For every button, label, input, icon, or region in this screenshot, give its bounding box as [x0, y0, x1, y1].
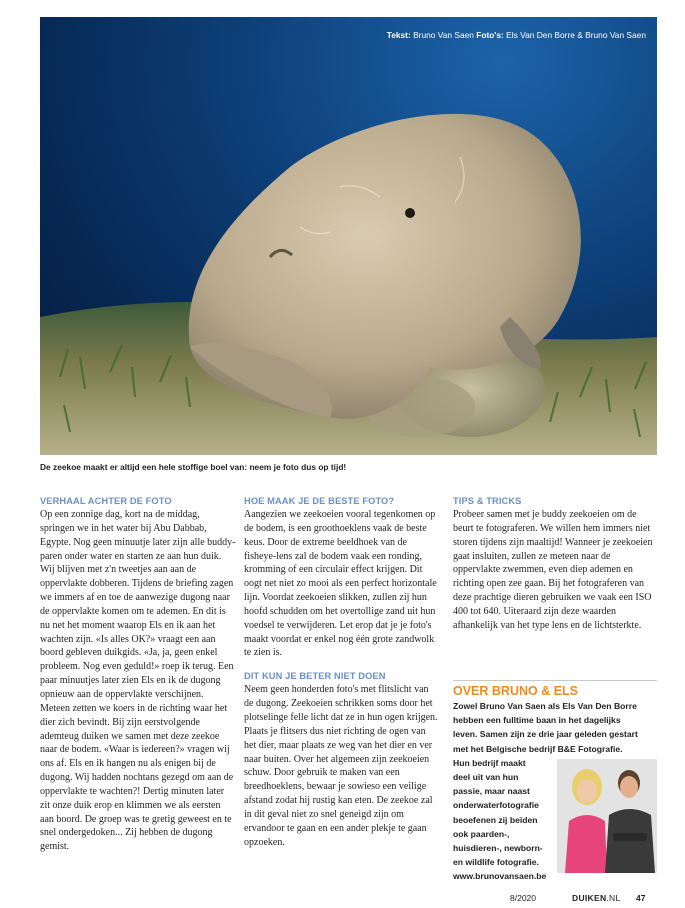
about-line: leven. Samen zijn ze drie jaar geleden gestart	[453, 729, 638, 740]
photo-credit: Tekst: Bruno Van Saen Foto's: Els Van Den Borre & Bruno Van Saen	[386, 30, 646, 40]
author-portrait	[557, 759, 657, 873]
section-heading: TIPS & TRICKS	[453, 496, 522, 506]
about-website: www.brunovansaen.be	[453, 871, 547, 882]
about-line: ook paarden-,	[453, 828, 510, 839]
page-number: 47	[636, 893, 646, 903]
hero-photo	[40, 17, 657, 455]
magazine-brand: DUIKEN.NL	[572, 893, 621, 903]
about-rule	[453, 680, 657, 681]
column-story	[40, 495, 236, 854]
issue-number: 8/2020	[510, 893, 536, 903]
about-line: huisdieren-, newborn-	[453, 843, 543, 854]
about-line: deel uit van hun	[453, 772, 519, 783]
about-line: Zowel Bruno Van Saen als Els Van Den Borre	[453, 701, 637, 711]
about-line: beoefenen zij beiden	[453, 814, 538, 825]
about-narrow-text	[453, 756, 557, 884]
best-photo-text: Aangezien we zeekoeien vooral tegenkomen op de bodem, is een groothoeklens vaak de beste keus. Door de extreme beeldhoek van de fisheye-lens zal de bodem vaak een ronding, kromming of een circulair effect krijgen. Dit oogt net niet zo mooi als een perfect horizontale lijn. Voordat zeekoeien slikken, zullen zij hun hoofd schudden om het overtollige zand uit hun voedsel te verwijderen. Let erop dat je je foto's maakt voordat er enkel nog één grote zandwolk te zien is.	[244, 509, 437, 659]
about-line: onderwaterfotografie	[453, 800, 539, 811]
section-heading: HOE MAAK JE DE BESTE FOTO?	[244, 496, 395, 506]
about-line: en wildlife fotografie.	[453, 857, 539, 868]
about-line: met het Belgische bedrijf B&E Fotografie.	[453, 743, 623, 754]
about-title: OVER BRUNO & ELS	[453, 684, 579, 698]
tricks-text: Probeer samen met je buddy zeekoeien om de beurt te fotograferen. We willen hem immers niet storen tijdens zijn maaltijd! Wanneer je zeekoeien gaat insluiten, zullen ze meteen naar de oppervlakte zwemmen, even diep ademen en richting open zee gaan. Bij het fotograferen van deze prachtige dieren gebruiken we vaak een ISO 400 tot 640. Uiteraard zijn deze waarden afhankelijk van het type lens en de lichtsterkte.	[453, 509, 653, 631]
section-heading: VERHAAL ACHTER DE FOTO	[40, 496, 172, 506]
dugong-illustration	[40, 17, 657, 455]
about-line: hebben een fulltime baan in het dagelijks	[453, 715, 621, 726]
about-line: Hun bedrijf maakt	[453, 757, 526, 768]
dont-do-text: Neem geen honderden foto's met flitslicht van de dugong. Zeekoeien schrikken soms door het plotselinge felle licht dat ze in hun ogen krijgen. Plaats je flitsers dus niet richting de ogen van het dier, maar plaats ze weg van het dier en ver naar buiten. Over het algemeen zijn zeekoeien schuw. Door gebruik te maken van een breedhoeklens, bewaar je sowieso een veilige afstand zodat hij rustig kan eten. De zeekoe zal in dit geval niet zo snel geneigd zijn om ervandoor te gaan en een ander plekje te gaan opzoeken.	[244, 684, 438, 848]
portrait-illustration	[557, 759, 657, 873]
about-line: passie, maar naast	[453, 786, 530, 797]
section-heading: DIT KUN JE BETER NIET DOEN	[244, 671, 386, 682]
column-tips-photo	[244, 495, 440, 849]
story-text: Op een zonnige dag, kort na de middag, springen we in het water bij Abu Dabbab, Egypte. Nog geen minuutje later zijn alle buddy-paren onder water en starten ze aan hun duik. Wij blijven met z'n tweetjes aan aan de oppervlakte dobberen. Tijdens de briefing zagen we immers af en toe de aanwezige dugong naar de oppervlakte komen om te ademen. En dit is nu net het moment waarop Els en ik aan het wachten zijn. «Is alles OK?» vraagt een aan boord gebleven duikgids. «Ja, ja, geen enkel probleem. Nog even geduld!» roep ik terug. Een paar minuutjes later zien Els en ik de dugong opnieuw aan de oppervlakte verschijnen. Meteen zetten we koers in de richting waar het dier zich bevindt. Bij zijn eerstvolgende ademteug duiken we samen met deze zeekoe naar de bodem. «Waar is iedereen?» vragen wij ons af. Els en ik hangen nu als enigen bij de dugong. Wij hadden nochtans gezegd om aan de oppervlakte te wachten?! Dertig minuten later zit onze duik erop en klimmen we als eersten aan boord. De groep was te gretig geweest en te snel ondergedoken... Zij hebben de dugong gemist.	[40, 509, 236, 853]
photo-caption: De zeekoe maakt er altijd een hele stoffige boel van: neem je foto dus op tijd!	[40, 462, 347, 472]
column-tricks	[453, 495, 657, 633]
